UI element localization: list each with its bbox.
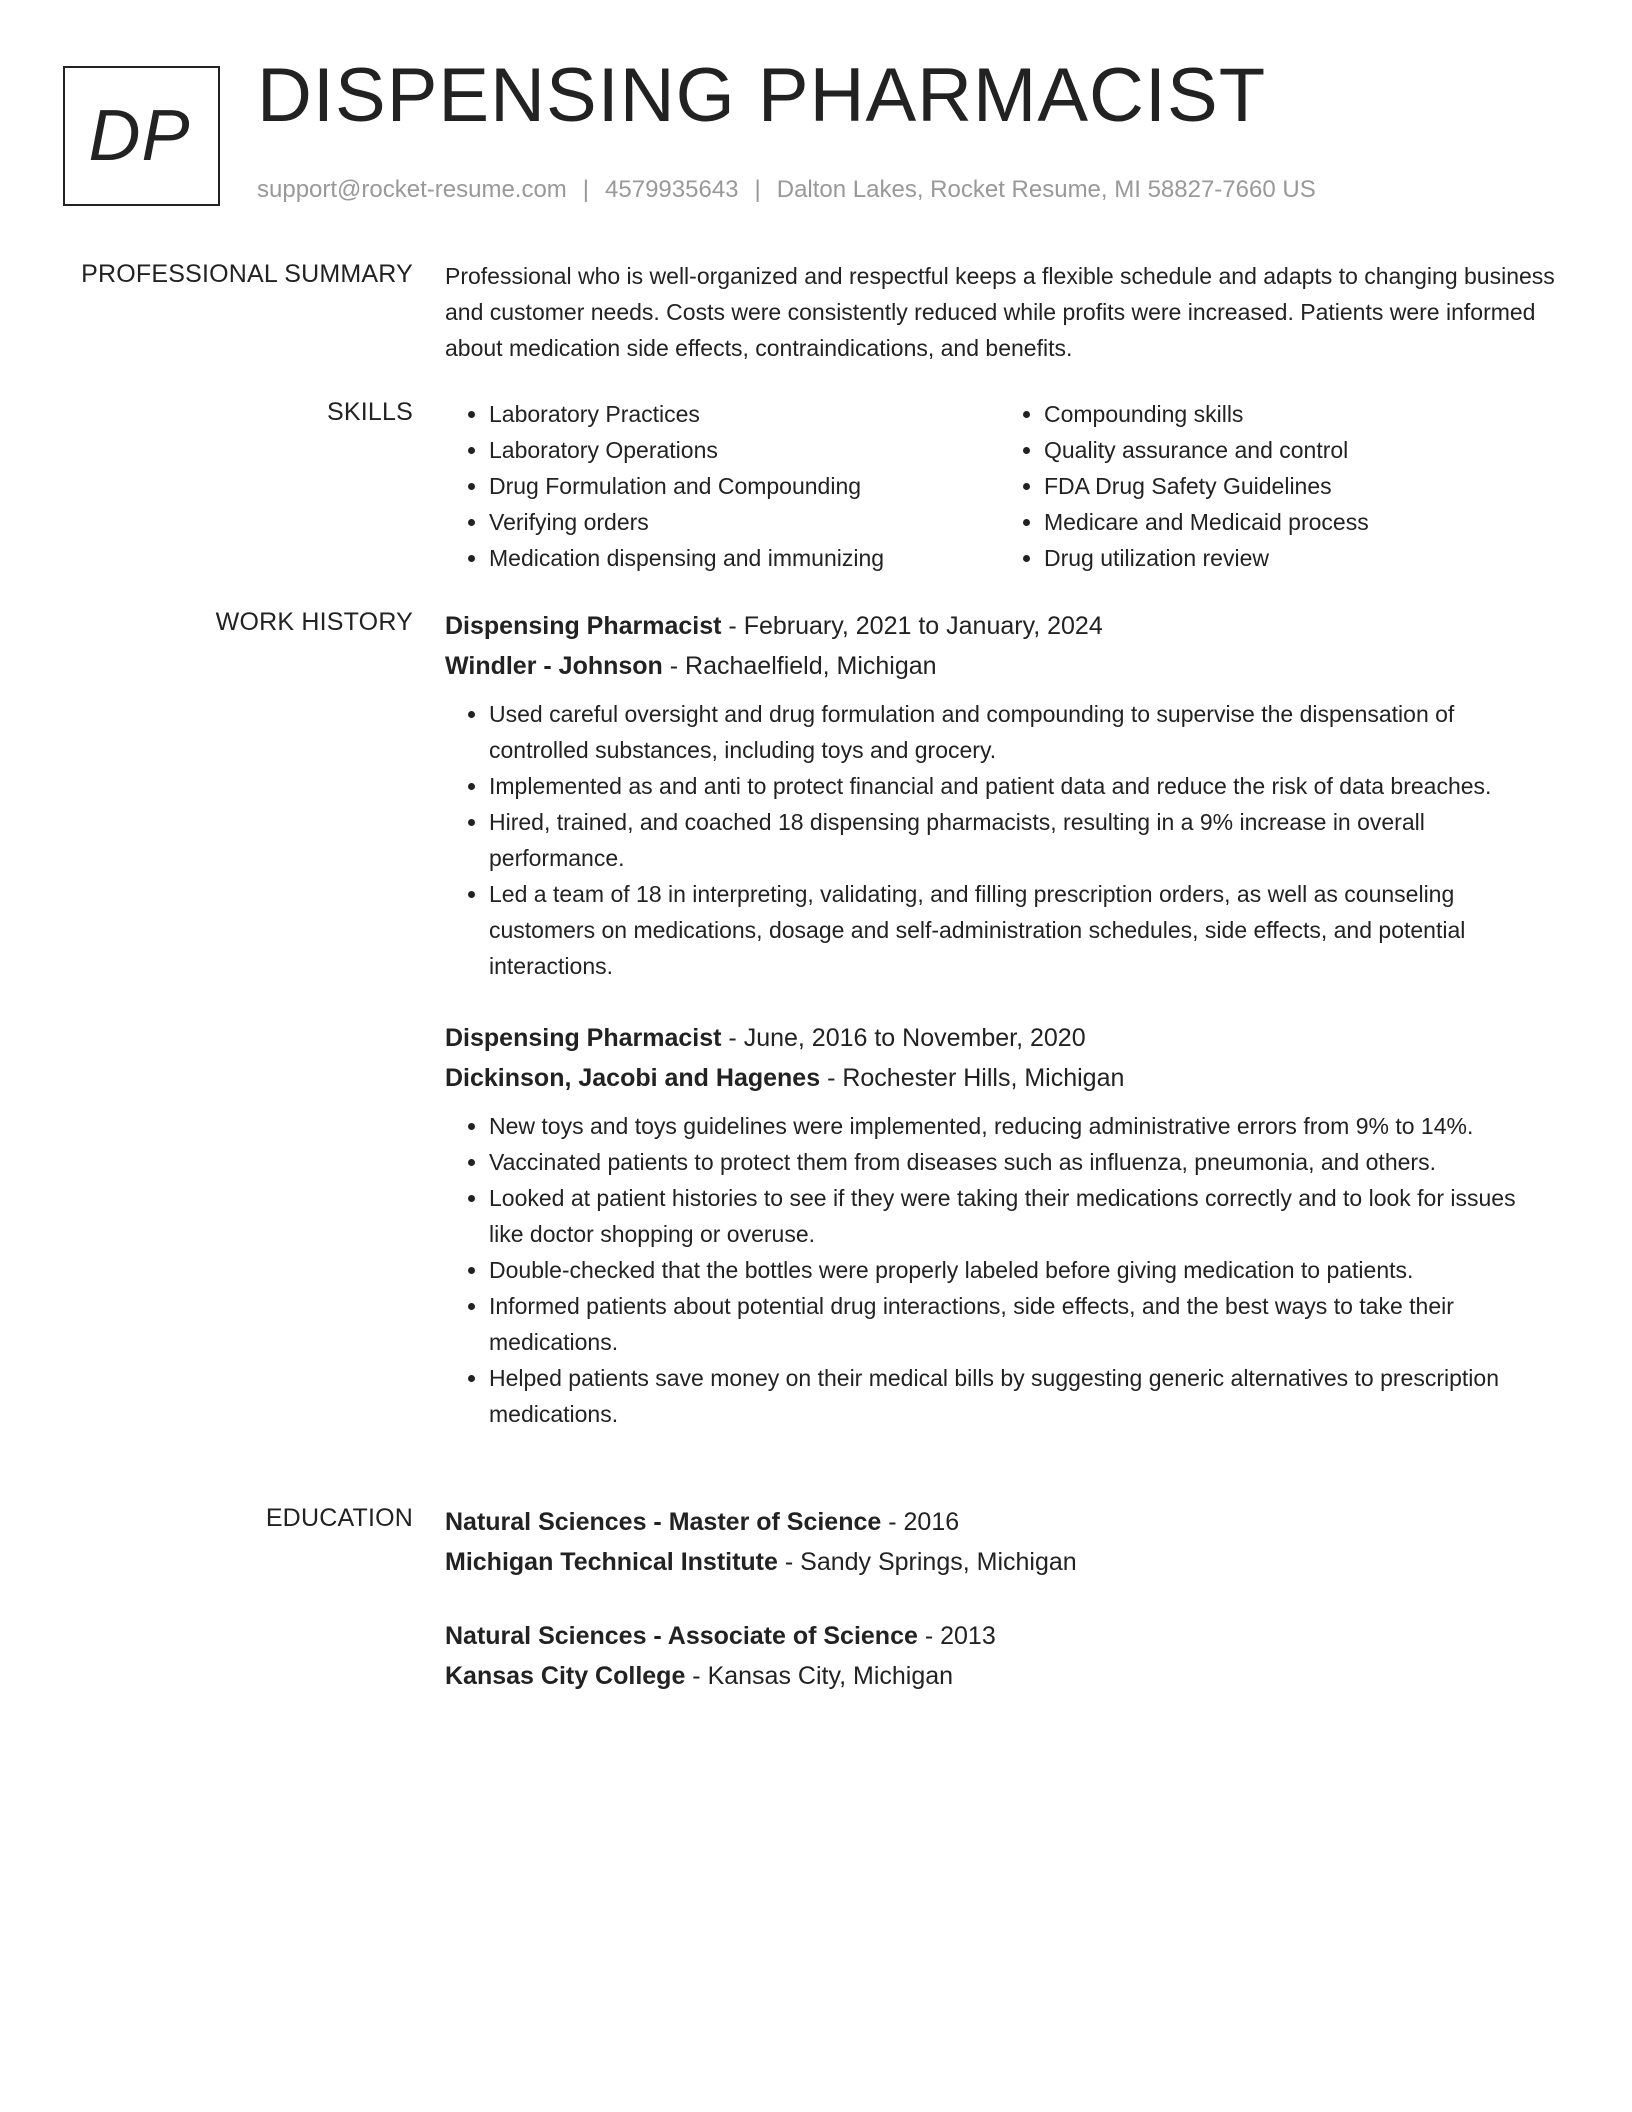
summary-content [445,258,1555,366]
skills-list-left [445,396,1000,576]
contact-line [257,176,1316,205]
job-title-line [445,606,1555,646]
monogram-logo [63,66,220,206]
job-title-line [445,1018,1555,1058]
job-title: Dispensing Pharmacist [445,1024,722,1052]
skills-list-right [1000,396,1555,576]
job-bullets [445,1108,1555,1432]
skill-item: • Compounding skills [1044,396,1555,432]
job-bullet: • Double-checked that the bottles were properly labeled before giving medication to patients. [489,1252,1555,1288]
contact-separator: | [582,176,590,203]
skill-item: • Medication dispensing and immunizing [489,540,1000,576]
job-bullet: • Hired, trained, and coached 18 dispensing pharmacists, resulting in a 9% increase in overall performance. [489,804,1555,876]
skill-item: • Medicare and Medicaid process [1044,504,1555,540]
job-entry [445,606,1555,984]
education-year: - 2013 [917,1622,996,1650]
contact-phone: 4579935643 [605,176,739,203]
contact-email: support@rocket-resume.com [257,176,567,203]
job-bullets [445,696,1555,984]
education-degree: Natural Sciences - Master of Science [445,1508,882,1536]
job-bullet: • Looked at patient histories to see if they were taking their medications correctly and to look for issues like doctor shopping or overuse. [489,1180,1555,1252]
job-bullet: • Used careful oversight and drug formulation and compounding to supervise the dispensation of controlled substances, including toys and grocery. [489,696,1555,768]
skill-item: • Drug utilization review [1044,540,1555,576]
skills-content [445,396,1555,576]
job-company: Windler - Johnson [445,652,663,680]
job-title: Dispensing Pharmacist [445,612,722,640]
skill-item: • Drug Formulation and Compounding [489,468,1000,504]
education-degree: Natural Sciences - Associate of Science [445,1622,918,1650]
skill-item: • Quality assurance and control [1044,432,1555,468]
contact-address: Dalton Lakes, Rocket Resume, MI 58827-7660 US [776,176,1316,203]
work-history-content [445,606,1555,1466]
job-location: - Rachaelfield, Michigan [662,652,937,680]
contact-separator: | [754,176,761,203]
job-location: - Rochester Hills, Michigan [820,1064,1125,1092]
summary-label: PROFESSIONAL SUMMARY [81,260,413,288]
education-location: - Sandy Springs, Michigan [777,1548,1077,1576]
education-degree-line [445,1502,1555,1542]
job-bullet: • Informed patients about potential drug interactions, side effects, and the best ways to take their medications. [489,1288,1555,1360]
summary-text: Professional who is well-organized and respectful keeps a flexible schedule and adapts to changing business and customer needs. Costs were consistently reduced while profits were increased. Patients were informed about medication side effects, contraindications, and benefits. [445,263,1555,361]
job-bullet: • Implemented as and anti to protect financial and patient data and reduce the risk of data breaches. [489,768,1555,804]
job-company: Dickinson, Jacobi and Hagenes [445,1064,821,1092]
skill-item: • Laboratory Operations [489,432,1000,468]
skill-item: • Laboratory Practices [489,396,1000,432]
job-bullet: • Led a team of 18 in interpreting, validating, and filling prescription orders, as well as counseling customers on medications, dosage and self-administration schedules, side effects, and potential interactions. [489,876,1555,984]
skill-item: • Verifying orders [489,504,1000,540]
education-location: - Kansas City, Michigan [685,1662,954,1690]
education-label: EDUCATION [265,1504,413,1532]
job-entry [445,1018,1555,1432]
monogram-initials: DP [88,96,191,176]
education-year: - 2016 [881,1508,960,1536]
education-entry [445,1616,1555,1696]
job-company-line [445,1058,1555,1098]
job-bullet: • Helped patients save money on their medical bills by suggesting generic alternatives to prescription medications. [489,1360,1555,1432]
work-history-label: WORK HISTORY [215,608,413,636]
job-dates: - February, 2021 to January, 2024 [721,612,1103,640]
education-school: Kansas City College [445,1662,686,1690]
education-content [445,1502,1555,1730]
resume-title: DISPENSING PHARMACIST [257,53,1267,138]
job-company-line [445,646,1555,686]
education-degree-line [445,1616,1555,1656]
job-dates: - June, 2016 to November, 2020 [721,1024,1086,1052]
skills-label: SKILLS [327,398,413,426]
job-bullet: • New toys and toys guidelines were implemented, reducing administrative errors from 9% to 14%. [489,1108,1555,1144]
job-bullet: • Vaccinated patients to protect them from diseases such as influenza, pneumonia, and others. [489,1144,1555,1180]
education-school-line [445,1542,1555,1582]
skill-item: • FDA Drug Safety Guidelines [1044,468,1555,504]
education-school-line [445,1656,1555,1696]
education-entry [445,1502,1555,1582]
education-school: Michigan Technical Institute [445,1548,778,1576]
